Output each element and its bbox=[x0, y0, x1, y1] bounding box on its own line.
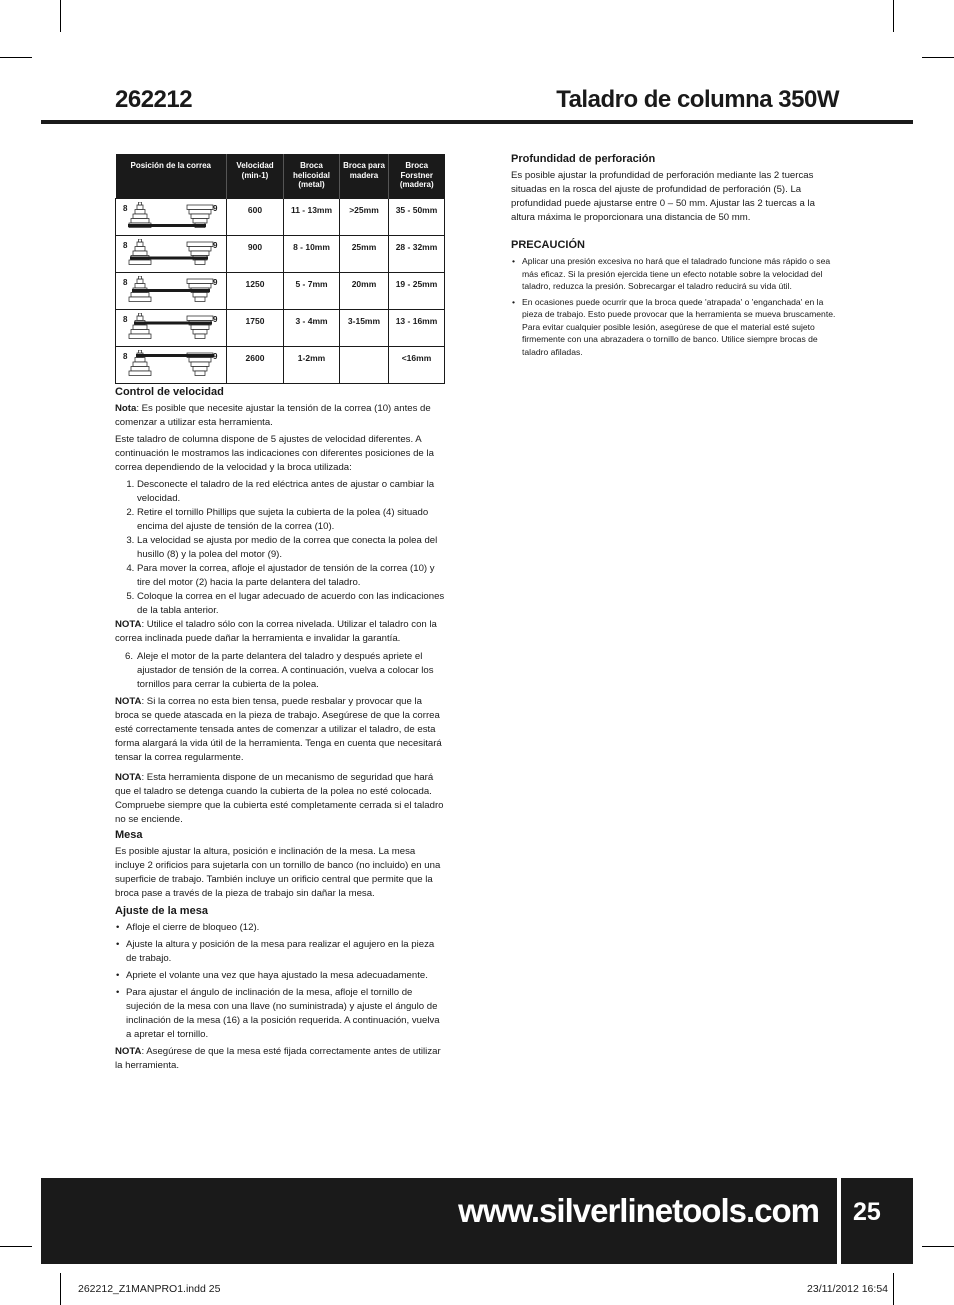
pulley-step bbox=[193, 219, 207, 224]
pulley-step bbox=[191, 362, 209, 367]
pulley-step bbox=[187, 242, 213, 247]
forstner-value: 19 - 25mm bbox=[389, 273, 445, 310]
pulley-step bbox=[189, 284, 211, 289]
note-text: : Asegúrese de que la mesa esté fijada correctamente antes de utilizar la herramienta. bbox=[115, 1046, 441, 1071]
wood-drill-value: 20mm bbox=[340, 273, 389, 310]
spindle-pulley-label: 8 bbox=[123, 278, 128, 287]
list-item: • Apriete el volante una vez que haya ajustado la mesa adecuadamente. bbox=[115, 969, 445, 983]
table-adjust-list bbox=[115, 921, 445, 1042]
wood-drill-value: 3-15mm bbox=[340, 310, 389, 347]
list-item: 3. La velocidad se ajusta por medio de la correa que conecta la polea del husillo (8) y la polea del motor (9). bbox=[137, 534, 445, 562]
crop-mark bbox=[60, 1273, 61, 1305]
header-wood-drill: Broca para madera bbox=[340, 154, 389, 199]
crop-mark bbox=[922, 57, 954, 58]
pulley-step bbox=[187, 279, 213, 284]
pulley-step bbox=[135, 247, 145, 252]
speed-value: 1750 bbox=[227, 310, 284, 347]
spindle-shaft bbox=[139, 313, 142, 316]
pulley-step bbox=[129, 371, 151, 376]
pulley-step bbox=[137, 279, 143, 284]
pulley-step bbox=[193, 367, 207, 372]
speed-value: 600 bbox=[227, 199, 284, 236]
speed-value: 900 bbox=[227, 236, 284, 273]
pulley-step bbox=[131, 293, 149, 298]
caution-list bbox=[511, 255, 841, 358]
step-six bbox=[115, 650, 445, 692]
spindle-shaft bbox=[139, 276, 142, 279]
note-text: : Esta herramienta dispone de un mecanismo de seguridad que hará que el taladro se detenga cuando la cubierta de la polea no esté colocada. Compruebe siempre que la cubierta esté completamente cerrada si el taladro no se enciende. bbox=[115, 772, 444, 825]
header-twist-drill: Broca helicoidal (metal) bbox=[284, 154, 340, 199]
table-row bbox=[116, 236, 445, 273]
belt bbox=[132, 289, 210, 292]
header-rule bbox=[41, 120, 913, 124]
pulley-step bbox=[129, 297, 151, 302]
pulley-step bbox=[133, 362, 147, 367]
note-paragraph bbox=[115, 1045, 445, 1073]
model-number: 262212 bbox=[115, 86, 193, 113]
page-title: Taladro de columna 350W bbox=[556, 86, 839, 113]
motor-pulley-label: 9 bbox=[213, 315, 218, 324]
pulley-step bbox=[133, 214, 147, 219]
pulley-step bbox=[195, 260, 205, 265]
wood-drill-value: 25mm bbox=[340, 236, 389, 273]
list-item: • Para ajustar el ángulo de inclinación de la mesa, afloje el tornillo de sujeción de la mesa con una llave (no suministrada) y ajuste el ángulo de inclinación de la mesa (16) a la posición requerida. A continuación, vuelva a apretar el tornillo. bbox=[115, 986, 445, 1042]
pulley-step bbox=[131, 330, 149, 335]
header-forstner-drill: Broca Forstner (madera) bbox=[389, 154, 445, 199]
twist-drill-value: 5 - 7mm bbox=[284, 273, 340, 310]
intro-paragraph: Este taladro de columna dispone de 5 ajustes de velocidad diferentes. A continuación le mostramos las indicaciones con diferentes posiciones de la correa dependiendo de la velocidad y la broca utilizada: bbox=[115, 434, 434, 473]
pulley-step bbox=[193, 293, 207, 298]
list-item: 4. Para mover la correa, afloje el ajustador de tensión de la correa (10) y tire del motor (2) hacia la parte delantera del taladro. bbox=[137, 562, 445, 590]
note-label: NOTA bbox=[115, 1046, 142, 1057]
page-header bbox=[115, 86, 839, 118]
step-text: Aleje el motor de la parte delantera del taladro y después apriete el ajustador de tensión de la correa. A continuación, vuelva a colocar los tornillos para cerrar la cubierta de la polea. bbox=[137, 651, 434, 690]
note-label: NOTA bbox=[115, 772, 142, 783]
crop-mark bbox=[0, 1246, 32, 1247]
list-item: 5. Coloque la correa en el lugar adecuado de acuerdo con las indicaciones de la tabla anterior. bbox=[137, 590, 445, 618]
list-item: • Aplicar una presión excesiva no hará que el taladrado funcione más rápido o sea más eficaz. Si la presión ejercida tiene un efecto notable sobre la velocidad del taladro, reduzca la presión. Sobrecargar el taladro reducirá su vida útil. bbox=[511, 255, 841, 293]
forstner-value: 35 - 50mm bbox=[389, 199, 445, 236]
belt-position-diagram bbox=[116, 347, 227, 384]
pulley-step bbox=[137, 316, 143, 321]
pulley-step bbox=[191, 325, 209, 330]
pulley-step bbox=[189, 210, 211, 215]
belt-position-diagram bbox=[116, 310, 227, 347]
pulley-step bbox=[129, 334, 151, 339]
pulley-step bbox=[189, 247, 211, 252]
crop-mark bbox=[0, 57, 32, 58]
crop-mark bbox=[922, 1246, 954, 1247]
pulley-step bbox=[195, 371, 205, 376]
pulley-step bbox=[131, 219, 149, 224]
list-item: 1. Desconecte el taladro de la red eléctrica antes de ajustar o cambiar la velocidad. bbox=[137, 478, 445, 506]
date-slug: 23/11/2012 16:54 bbox=[807, 1283, 888, 1295]
speed-steps bbox=[115, 478, 445, 618]
pulley-step bbox=[195, 297, 205, 302]
crop-mark bbox=[893, 0, 894, 32]
motor-pulley-label: 9 bbox=[213, 352, 218, 361]
page-number: 25 bbox=[853, 1198, 881, 1226]
speed-value: 2600 bbox=[227, 347, 284, 384]
twist-drill-value: 1-2mm bbox=[284, 347, 340, 384]
crop-mark bbox=[60, 0, 61, 32]
motor-pulley-label: 9 bbox=[213, 278, 218, 287]
pulley-step bbox=[137, 242, 143, 247]
table-header-row bbox=[116, 154, 445, 199]
header-speed: Velocidad (min-1) bbox=[227, 154, 284, 199]
note-paragraph bbox=[115, 771, 445, 827]
spindle-shaft bbox=[139, 239, 142, 242]
note-label: Nota bbox=[115, 403, 137, 414]
step-number: 6. bbox=[125, 651, 134, 662]
pulley-step bbox=[189, 358, 211, 363]
left-column bbox=[115, 385, 445, 1076]
motor-pulley-label: 9 bbox=[213, 241, 218, 250]
footer-divider bbox=[837, 1178, 841, 1264]
website-url[interactable]: www.silverlinetools.com bbox=[458, 1192, 819, 1229]
note-paragraph bbox=[115, 695, 445, 765]
speed-table bbox=[115, 154, 445, 384]
list-item: • Afloje el cierre de bloqueo (12). bbox=[115, 921, 445, 935]
forstner-value: 13 - 16mm bbox=[389, 310, 445, 347]
pulley-icon bbox=[128, 239, 216, 269]
note-paragraph bbox=[115, 618, 445, 646]
twist-drill-value: 8 - 10mm bbox=[284, 236, 340, 273]
pulley-step bbox=[135, 284, 145, 289]
crop-mark bbox=[893, 1273, 894, 1305]
table-row bbox=[116, 310, 445, 347]
pulley-step bbox=[133, 325, 147, 330]
spindle-shaft bbox=[139, 350, 142, 353]
pulley-step bbox=[193, 330, 207, 335]
wood-drill-value bbox=[340, 347, 389, 384]
note-paragraph bbox=[115, 402, 445, 430]
belt bbox=[130, 257, 208, 260]
spindle-pulley-label: 8 bbox=[123, 241, 128, 250]
table-heading: Mesa bbox=[115, 829, 143, 841]
list-item: • Ajuste la altura y posición de la mesa para realizar el agujero en la pieza de trabajo. bbox=[115, 938, 445, 966]
belt-position-diagram bbox=[116, 273, 227, 310]
belt bbox=[136, 354, 214, 357]
table-adjust-heading: Ajuste de la mesa bbox=[115, 905, 208, 917]
caution-heading: PRECAUCIÓN bbox=[511, 239, 585, 251]
pulley-step bbox=[191, 251, 209, 256]
header-belt-position: Posición de la correa bbox=[116, 154, 227, 199]
belt-position-diagram bbox=[116, 236, 227, 273]
belt bbox=[134, 322, 212, 325]
pulley-icon bbox=[128, 350, 216, 380]
speed-control-heading: Control de velocidad bbox=[115, 386, 224, 398]
spindle-pulley-label: 8 bbox=[123, 315, 128, 324]
pulley-step bbox=[137, 205, 143, 210]
table-paragraph: Es posible ajustar la altura, posición e inclinación de la mesa. La mesa incluye 2 orificios para sujetarla con un tornillo de banco (no incluido) en una superficie de trabajo. También incluye un orificio central que permite que la broca pase a través de la pieza de trabajo sin dañar la mesa. bbox=[115, 846, 441, 899]
list-item: 2. Retire el tornillo Phillips que sujeta la cubierta de la polea (4) situado encima del ajuste de tensión de la correa (10). bbox=[137, 506, 445, 534]
pulley-step bbox=[187, 205, 213, 210]
table-row bbox=[116, 273, 445, 310]
footer-bar bbox=[41, 1178, 913, 1264]
pulley-step bbox=[191, 214, 209, 219]
pulley-step bbox=[131, 367, 149, 372]
belt-position-diagram bbox=[116, 199, 227, 236]
pulley-icon bbox=[128, 276, 216, 306]
note-label: NOTA bbox=[115, 619, 142, 630]
note-text: : Utilice el taladro sólo con la correa nivelada. Utilizar el taladro con la correa inclinada puede dañar la herramienta e invalidar la garantía. bbox=[115, 619, 437, 644]
table-row bbox=[116, 347, 445, 384]
note-label: NOTA bbox=[115, 696, 142, 707]
pulley-icon bbox=[128, 202, 216, 232]
twist-drill-value: 3 - 4mm bbox=[284, 310, 340, 347]
pulley-step bbox=[135, 210, 145, 215]
belt bbox=[128, 224, 206, 227]
depth-heading: Profundidad de perforación bbox=[511, 153, 656, 165]
pulley-step bbox=[129, 260, 151, 265]
depth-paragraph: Es posible ajustar la profundidad de perforación mediante las 2 tuercas situadas en la rosca del ajuste de profundidad de perforación (5). La profundidad puede ajustarse entre 0 – 50 mm. Ajustar las 2 tuercas a la altura máxima le proporcionara una distancia de 50 mm. bbox=[511, 170, 815, 223]
list-item: • En ocasiones puede ocurrir que la broca quede 'atrapada' o 'enganchada' en la pieza de trabajo. Esto puede provocar que la herramienta se mueva bruscamente. Para evitar cualquier posible lesión, asegúrese de que el material esté sujeto firmemente con una abrazadera o tornillo de banco. Utilice siempre brocas de taladro afiladas. bbox=[511, 296, 841, 359]
note-text: : Es posible que necesite ajustar la tensión de la correa (10) antes de comenzar a utilizar esta herramienta. bbox=[115, 403, 431, 428]
spindle-pulley-label: 8 bbox=[123, 204, 128, 213]
pulley-step bbox=[195, 334, 205, 339]
pulley-step bbox=[135, 358, 145, 363]
forstner-value: <16mm bbox=[389, 347, 445, 384]
pulley-step bbox=[133, 251, 147, 256]
right-column bbox=[511, 152, 841, 361]
spindle-pulley-label: 8 bbox=[123, 352, 128, 361]
spindle-shaft bbox=[139, 202, 142, 205]
pulley-step bbox=[187, 316, 213, 321]
pulley-icon bbox=[128, 313, 216, 343]
file-slug: 262212_Z1MANPRO1.indd 25 bbox=[78, 1283, 221, 1295]
wood-drill-value: >25mm bbox=[340, 199, 389, 236]
motor-pulley-label: 9 bbox=[213, 204, 218, 213]
twist-drill-value: 11 - 13mm bbox=[284, 199, 340, 236]
note-text: : Si la correa no esta bien tensa, puede resbalar y provocar que la broca se quede atascada en la pieza de trabajo. Asegúrese de que la correa esté correctamente tensada antes de comenzar a utilizar el taladro, de esta forma alargará la vida útil de la herramienta. Tenga en cuenta que necesitará tensar la correa regularmente. bbox=[115, 696, 442, 763]
table-row bbox=[116, 199, 445, 236]
forstner-value: 28 - 32mm bbox=[389, 236, 445, 273]
speed-value: 1250 bbox=[227, 273, 284, 310]
